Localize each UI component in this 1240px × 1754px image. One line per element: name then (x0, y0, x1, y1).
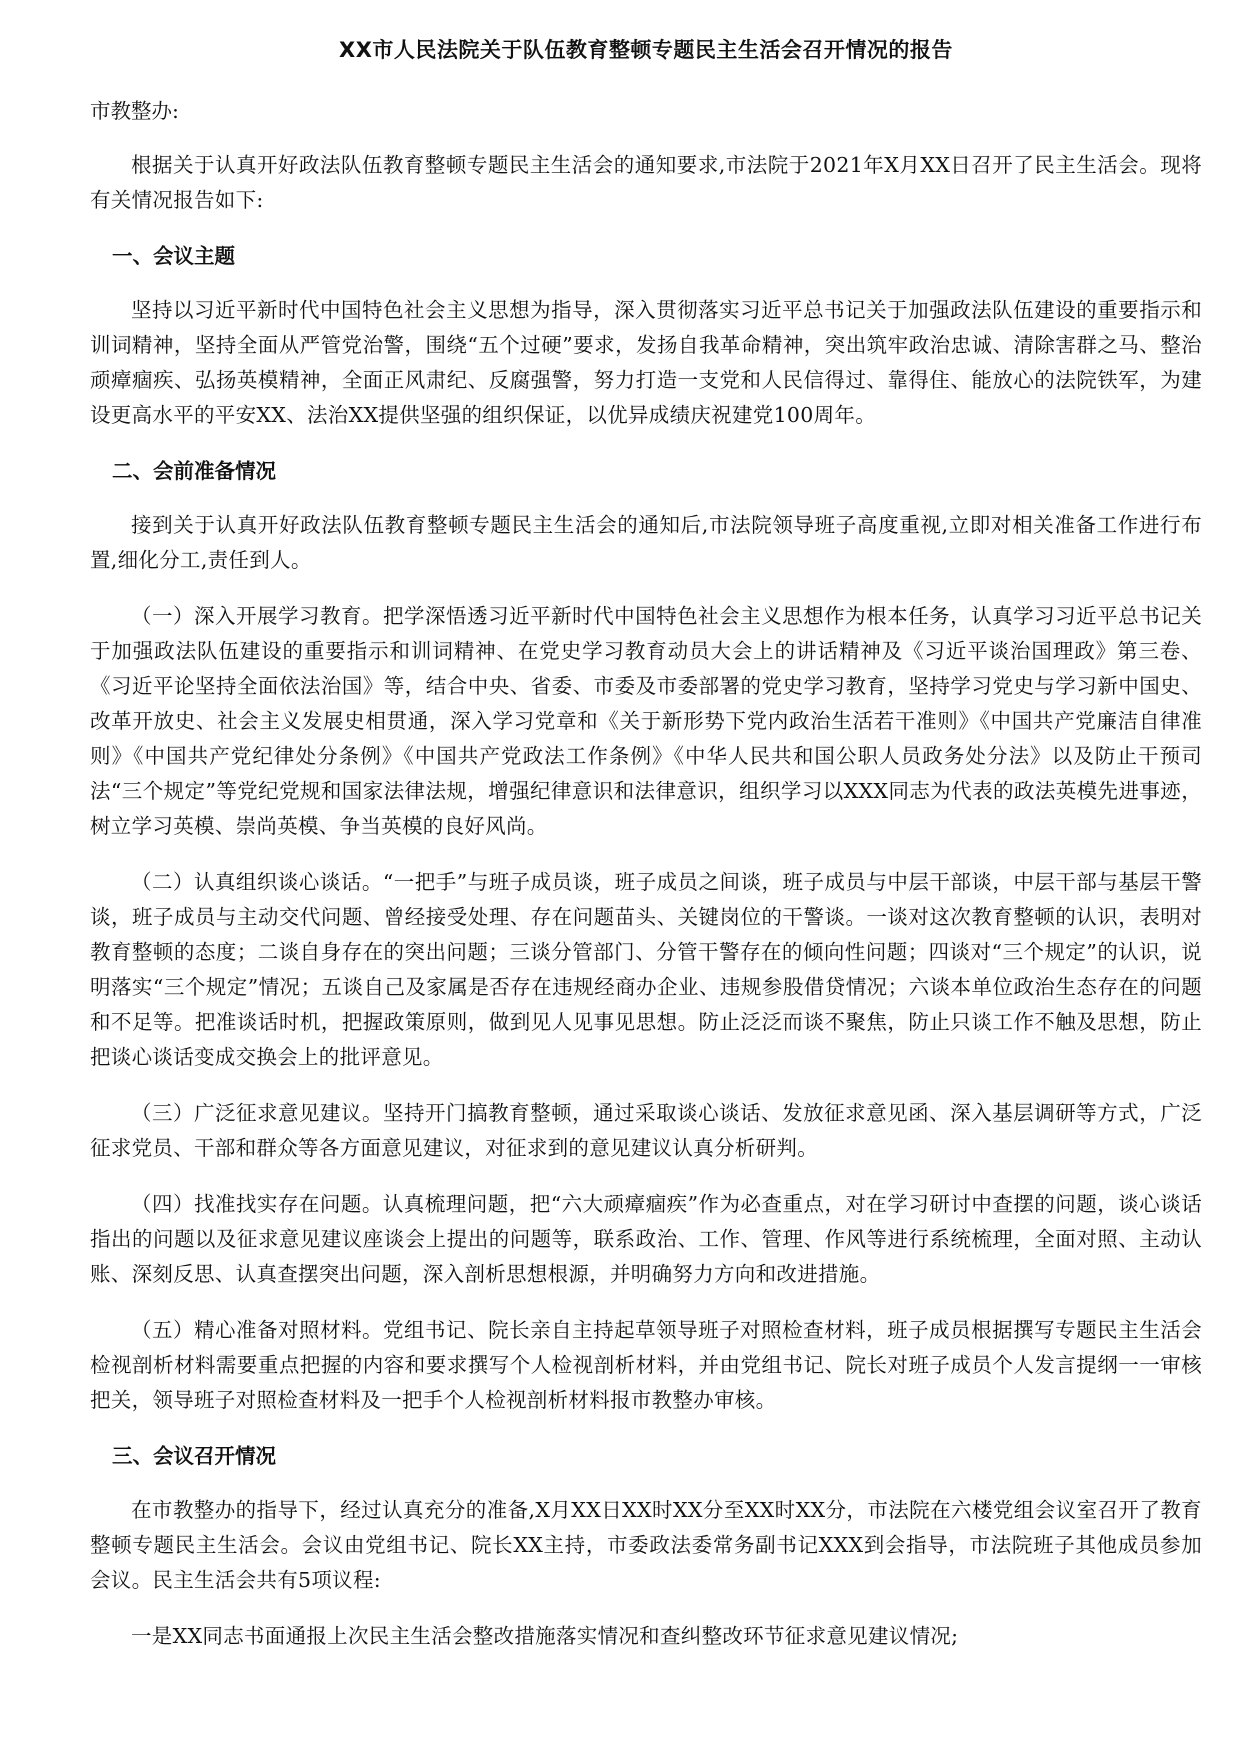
document-title: XX市人民法院关于队伍教育整顿专题民主生活会召开情况的报告 (339, 38, 953, 62)
paragraph: 接到关于认真开好政法队伍教育整顿专题民主生活会的通知后,市法院领导班子高度重视,立即对相关准备工作进行布置,细化分工,责任到人。 (90, 513, 1202, 572)
paragraph: （二）认真组织谈心谈话。“一把手”与班子成员谈，班子成员之间谈，班子成员与中层干部谈，中层干部与基层干警谈，班子成员与主动交代问题、曾经接受处理、存在问题苗头、关键岗位的干警谈。一谈对这次教育整顿的认识，表明对教育整顿的态度；二谈自身存在的突出问题；三谈分管部门、分管干警存在的倾向性问题；四谈对“三个规定”的认识，说明落实“三个规定”情况；五谈自己及家属是否存在违规经商办企业、违规参股借贷情况；六谈本单位政治生态存在的问题和不足等。把准谈话时机，把握政策原则，做到见人见事见思想。防止泛泛而谈不聚焦，防止只谈工作不触及思想，防止把谈心谈话变成交换会上的批评意见。 (90, 870, 1202, 1069)
section-heading-meeting: 三、会议召开情况 (112, 1444, 276, 1468)
paragraph: （一）深入开展学习教育。把学深悟透习近平新时代中国特色社会主义思想作为根本任务，认真学习习近平总书记关于加强政法队伍建设的重要指示和训词精神、在党史学习教育动员大会上的讲话精神及《习近平谈治国理政》第三卷、《习近平论坚持全面依法治国》等，结合中央、省委、市委及市委部署的党史学习教育，坚持学习党史与学习新中国史、改革开放史、社会主义发展史相贯通，深入学习党章和《关于新形势下党内政治生活若干准则》《中国共产党廉洁自律准则》《中国共产党纪律处分条例》《中国共产党政法工作条例》《中华人民共和国公职人员政务处分法》以及防止干预司法“三个规定”等党纪党规和国家法律法规，增强纪律意识和法律意识，组织学习以XXX同志为代表的政法英模先进事迹，树立学习英模、崇尚英模、争当英模的良好风尚。 (90, 604, 1202, 838)
section-heading-preparation: 二、会前准备情况 (112, 459, 276, 483)
section-heading-theme: 一、会议主题 (112, 244, 235, 268)
paragraph: （四）找准找实存在问题。认真梳理问题，把“六大顽瘴痼疾”作为必查重点，对在学习研讨中查摆的问题，谈心谈话指出的问题以及征求意见建议座谈会上提出的问题等，联系政治、工作、管理、作风等进行系统梳理，全面对照、主动认账、深刻反思、认真查摆突出问题，深入剖析思想根源，并明确努力方向和改进措施。 (90, 1192, 1202, 1286)
paragraph: 一是XX同志书面通报上次民主生活会整改措施落实情况和查纠整改环节征求意见建议情况; (131, 1624, 959, 1648)
salutation: 市教整办: (90, 99, 179, 123)
paragraph: 坚持以习近平新时代中国特色社会主义思想为指导，深入贯彻落实习近平总书记关于加强政法队伍建设的重要指示和训词精神，坚持全面从严管党治警，围绕“五个过硬”要求，发扬自我革命精神，突出筑牢政治忠诚、清除害群之马、整治顽瘴痼疾、弘扬英模精神，全面正风肃纪、反腐强警，努力打造一支党和人民信得过、靠得住、能放心的法院铁军，为建设更高水平的平安XX、法治XX提供坚强的组织保证，以优异成绩庆祝建党100周年。 (90, 298, 1202, 427)
intro-paragraph: 根据关于认真开好政法队伍教育整顿专题民主生活会的通知要求,市法院于2021年X月XX日召开了民主生活会。现将有关情况报告如下: (90, 153, 1202, 212)
paragraph: （三）广泛征求意见建议。坚持开门搞教育整顿，通过采取谈心谈话、发放征求意见函、深入基层调研等方式，广泛征求党员、干部和群众等各方面意见建议，对征求到的意见建议认真分析研判。 (90, 1101, 1202, 1160)
paragraph: 在市教整办的指导下，经过认真充分的准备,X月XX日XX时XX分至XX时XX分，市法院在六楼党组会议室召开了教育整顿专题民主生活会。会议由党组书记、院长XX主持，市委政法委常务副书记XXX到会指导，市法院班子其他成员参加会议。民主生活会共有5项议程: (90, 1498, 1202, 1592)
paragraph: （五）精心准备对照材料。党组书记、院长亲自主持起草领导班子对照检查材料，班子成员根据撰写专题民主生活会检视剖析材料需要重点把握的内容和要求撰写个人检视剖析材料，并由党组书记、院长对班子成员个人发言提纲一一审核把关，领导班子对照检查材料及一把手个人检视剖析材料报市教整办审核。 (90, 1318, 1202, 1412)
